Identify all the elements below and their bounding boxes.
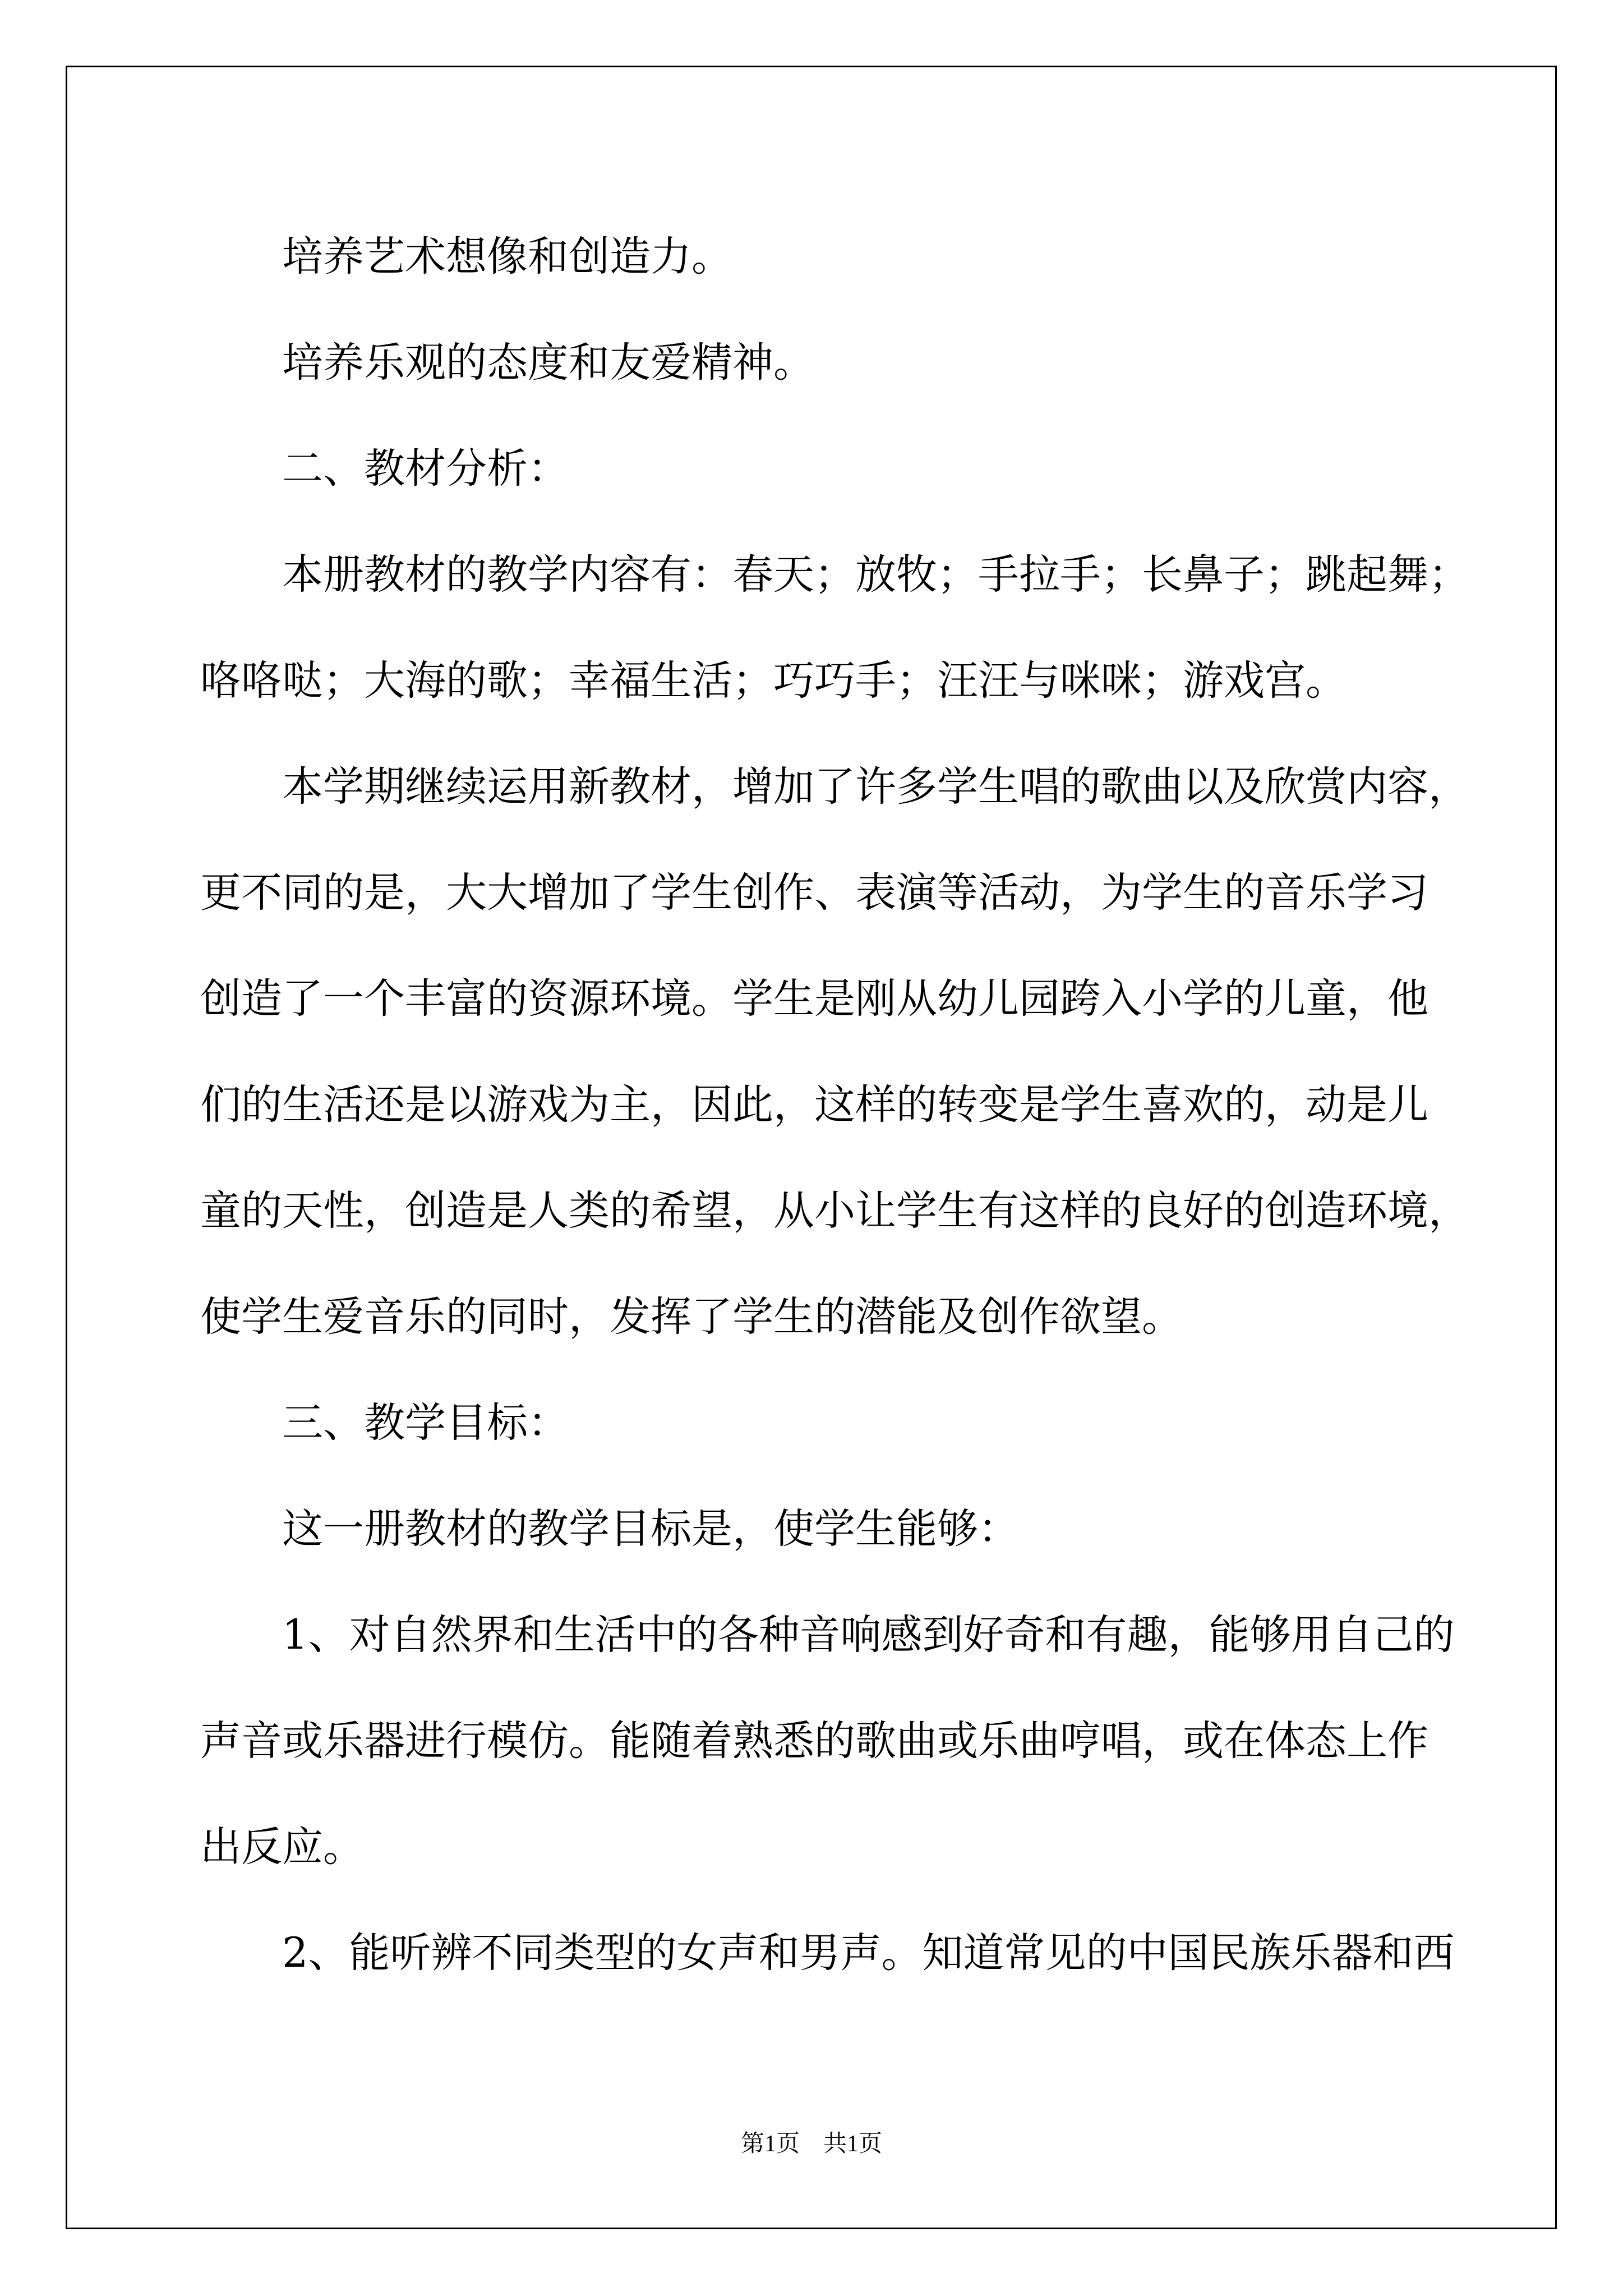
paragraph-line: 培养艺术想像和创造力。 [282,233,732,280]
paragraph-line: 本学期继续运用新教材，增加了许多学生唱的歌曲以及欣赏内容， [282,763,1469,811]
page-footer [0,2127,1623,2161]
paragraph-line: 童的天性，创造是人类的希望，从小让学生有这样的良好的创造环境， [200,1187,1469,1235]
total-pages-label: 共1页 [823,2131,883,2157]
paragraph [200,310,1524,416]
section-heading [200,416,1524,522]
paragraph-line: 创造了一个丰富的资源环境。学生是刚从幼儿园跨入小学的儿童，他 [200,975,1428,1023]
paragraph [200,204,1524,310]
section-heading-text: 二、教材分析： [282,445,569,493]
paragraph-line: 1、对自然界和生活中的各种音响感到好奇和有趣，能够用自己的 [282,1611,1455,1659]
section-heading [200,1370,1524,1476]
paragraph-line: 培养乐观的态度和友爱精神。 [282,339,814,386]
current-page-label: 第1页 [740,2131,800,2157]
paragraph-line: 更不同的是，大大增加了学生创作、表演等活动，为学生的音乐学习 [200,869,1428,917]
list-item [200,1582,1524,1900]
paragraph-line: 咯咯哒；大海的歌；幸福生活；巧巧手；汪汪与咪咪；游戏宫。 [200,657,1347,705]
paragraph [200,734,1524,1370]
paragraph [200,1476,1524,1582]
document-body [200,204,1524,2006]
paragraph-line: 声音或乐器进行模仿。能随着熟悉的歌曲或乐曲哼唱，或在体态上作 [200,1717,1428,1765]
paragraph-line: 这一册教材的教学目标是，使学生能够： [282,1505,1019,1553]
paragraph [200,522,1524,734]
paragraph-line: 本册教材的教学内容有：春天；放牧；手拉手；长鼻子；跳起舞； [282,551,1469,599]
list-item [200,1900,1524,2006]
paragraph-line: 使学生爱音乐的同时，发挥了学生的潜能及创作欲望。 [200,1293,1183,1341]
section-heading-text: 三、教学目标： [282,1399,569,1447]
paragraph-line: 出反应。 [200,1823,364,1871]
paragraph-line: 2、能听辨不同类型的女声和男声。知道常见的中国民族乐器和西 [282,1929,1455,1977]
paragraph-line: 们的生活还是以游戏为主，因此，这样的转变是学生喜欢的，动是儿 [200,1081,1428,1129]
